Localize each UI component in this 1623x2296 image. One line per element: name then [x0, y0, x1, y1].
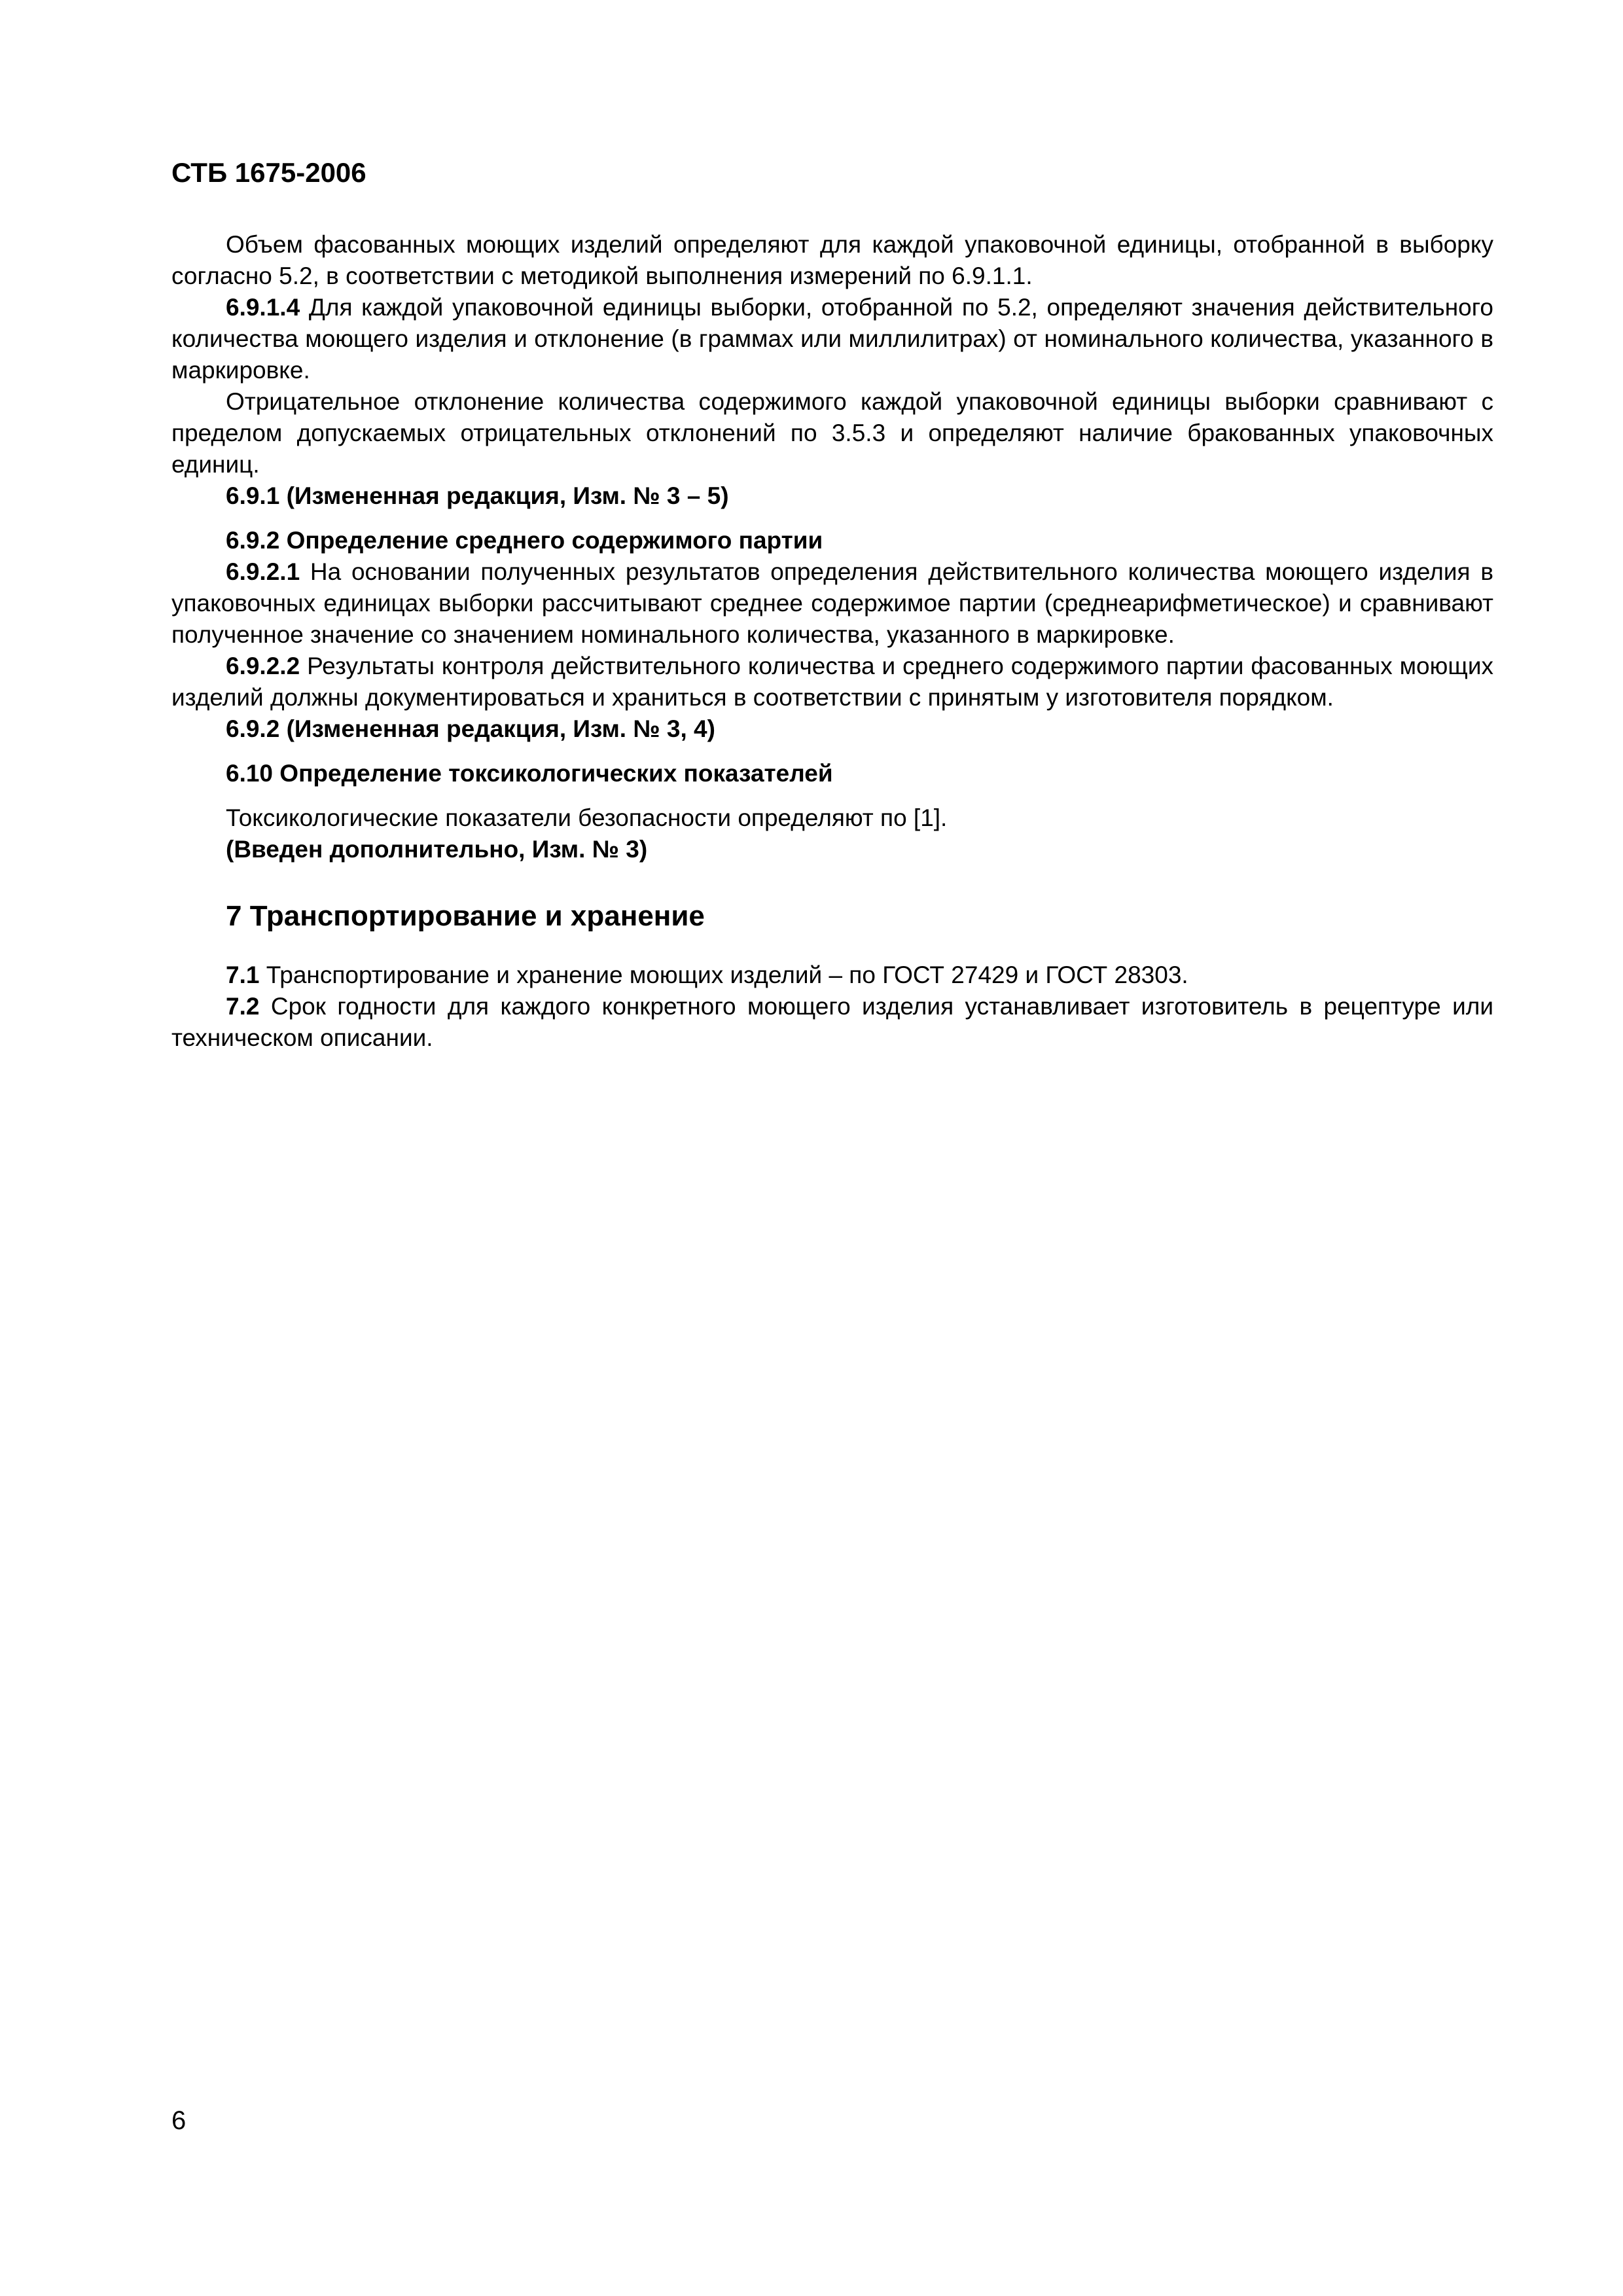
- amendment-note-6-9-2: 6.9.2 (Измененная редакция, Изм. № 3, 4): [226, 715, 715, 742]
- paragraph-toxicology: Токсикологические показатели безопасности определяют по [1].: [226, 804, 948, 831]
- paragraph-7-1: [171, 960, 1493, 991]
- clause-number: 7.1: [226, 961, 260, 988]
- paragraph-6-9-1-4: [171, 292, 1493, 386]
- paragraph-negative-deviation: Отрицательное отклонение количества содержимого каждой упаковочной единицы выборки сравнивают с пределом допускаемых отрицательных отклонений по 3.5.3 и определяют наличие бракованных упаковочных единиц.: [171, 388, 1493, 478]
- clause-text: Для каждой упаковочной единицы выборки, отобранной по 5.2, определяют значения действительного количества моющего изделия и отклонение (в граммах или миллилитрах) от номинального количества, указанного в маркировке.: [171, 294, 1493, 384]
- document-code: СТБ 1675-2006: [171, 157, 366, 188]
- page-number: 6: [171, 2106, 187, 2135]
- paragraph-volume-determination: Объем фасованных моющих изделий определяют для каждой упаковочной единицы, отобранной в выборку согласно 5.2, в соответствии с методикой выполнения измерений по 6.9.1.1.: [171, 231, 1493, 289]
- heading-6-10: 6.10 Определение токсикологических показателей: [226, 760, 833, 787]
- clause-number: 6.9.1.4: [226, 294, 300, 321]
- section-7-title: 7 Транспортирование и хранение: [226, 900, 705, 932]
- clause-number: 6.9.2.2: [226, 653, 300, 679]
- amendment-note-6-10: (Введен дополнительно, Изм. № 3): [226, 836, 648, 863]
- document-body: [171, 229, 1493, 1054]
- paragraph-6-9-2-2: [171, 651, 1493, 713]
- paragraph-6-9-2-1: [171, 556, 1493, 651]
- paragraph-7-2: [171, 991, 1493, 1054]
- clause-text: Срок годности для каждого конкретного моющего изделия устанавливает изготовитель в рецептуре или техническом описании.: [171, 993, 1493, 1051]
- clause-number: 6.9.2.1: [226, 558, 300, 585]
- clause-text: Результаты контроля действительного количества и среднего содержимого партии фасованных моющих изделий должны документироваться и храниться в соответствии с принятым у изготовителя порядком.: [171, 653, 1493, 711]
- heading-6-9-2: 6.9.2 Определение среднего содержимого партии: [226, 527, 823, 554]
- clause-text: Транспортирование и хранение моющих изделий – по ГОСТ 27429 и ГОСТ 28303.: [259, 961, 1188, 988]
- clause-number: 7.2: [226, 993, 260, 1020]
- clause-text: На основании полученных результатов определения действительного количества моющего изделия в упаковочных единицах выборки рассчитывают среднее содержимое партии (среднеарифметическое) и сравнивают полученное значение со значением номинального количества, указанного в маркировке.: [171, 558, 1493, 648]
- amendment-note-6-9-1: 6.9.1 (Измененная редакция, Изм. № 3 – 5): [226, 482, 729, 509]
